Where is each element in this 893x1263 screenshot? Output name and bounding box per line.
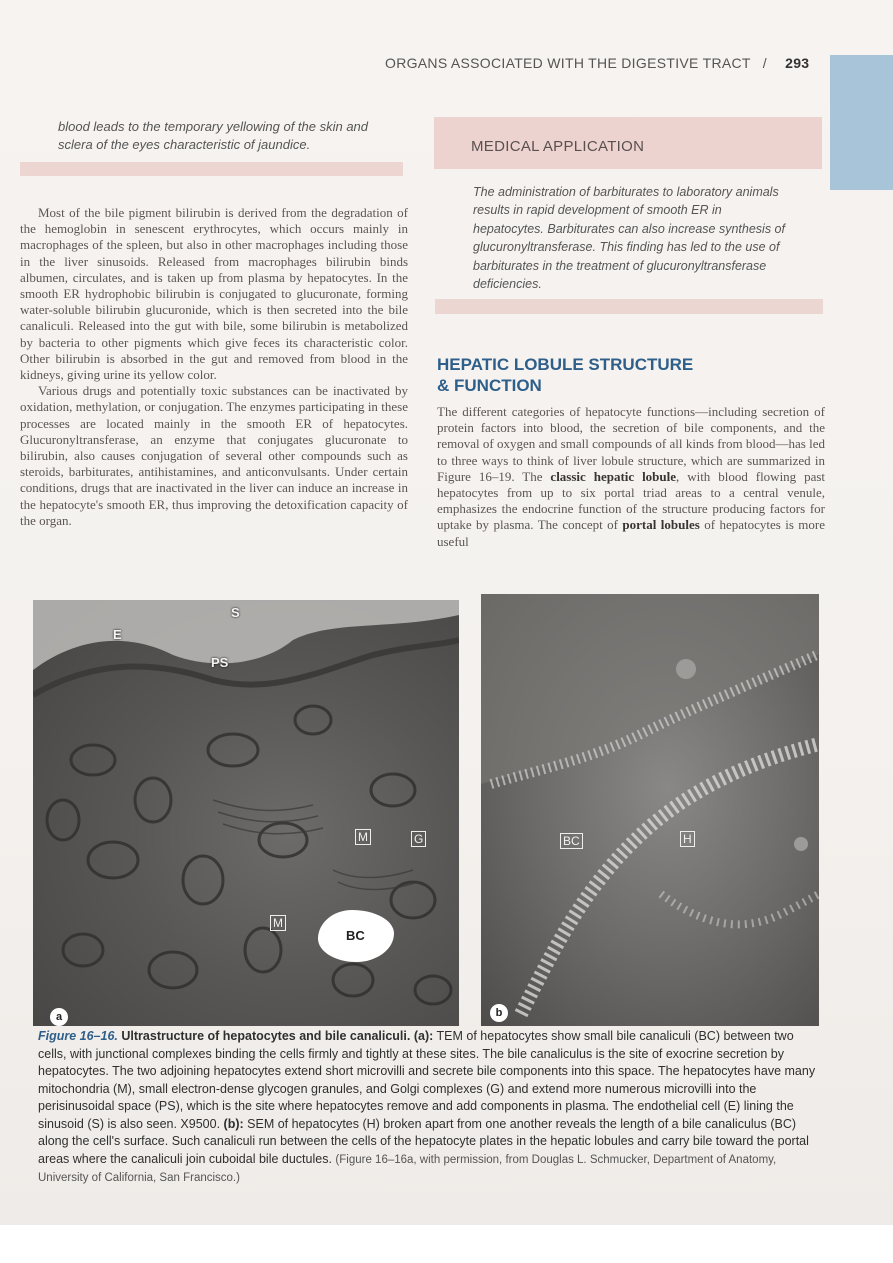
running-header [385,55,825,71]
label-sinusoid: S [231,605,240,620]
caption-b-marker: (b): [223,1116,244,1131]
label-perisinusoidal-space: PS [211,655,229,670]
left-body-text [20,205,408,529]
medical-application-text: The administration of barbiturates to laboratory animals results in rapid development of smooth ER in hepatocytes. Barbiturates can also increase synthesis of glucuronyltransferase. This finding has led to the use of barbiturates in the treatment of glucuronyltransferase deficiencies. [473,185,785,292]
rough-er-membranes [213,800,418,890]
surface-vesicle [676,659,696,679]
header-separator: / [762,55,767,71]
figure-caption [38,1028,820,1188]
body-text: , with blood flowing past hepatocytes from up to six portal triad areas to a central venule, emphasizes the endocrine function of the structure producing factors for uptake by plasma. The concept of [437,468,826,533]
tem-micrograph-panel [33,600,459,1026]
medical-application-title: MEDICAL APPLICATION [471,138,645,155]
section-heading [437,354,797,396]
section-heading-line2: & FUNCTION [437,376,542,395]
body-text: of hepatocytes is more useful [437,517,826,549]
bile-canaliculus-groove [521,744,819,1014]
page-number: 293 [785,55,810,71]
sem-texture [481,594,819,1026]
microvilli-ridge [661,894,819,924]
label-golgi: G [411,831,426,847]
caption-b-text: SEM of hepatocytes (H) broken apart from one another reveals the length of a bile canaliculus (BC) along the cell's surface. Such canaliculi run between the cells of the hepatocyte plates in the hepatic lobules and carry bile toward the portal areas where the canaliculi join cuboidal bile ductules. [38,1116,809,1166]
surface-vesicle [794,837,808,851]
running-title: ORGANS ASSOCIATED WITH THE DIGESTIVE TRACT [385,55,751,71]
label-endothelial-cell: E [113,627,122,642]
hepatic-lobule-paragraph [437,404,825,550]
detoxification-paragraph: Various drugs and potentially toxic substances can be inactivated by oxidation, methylation, or conjugation. The enzymes participating in these processes are located mainly in the smooth ER of hepatocytes. Glucuronyltransferase, an enzyme that conjugates glucuronate to bilirubin, also causes conjugation of several other compounds such as steroids, barbiturates, antihistamines, and anticonvulsants. Under certain conditions, drugs that are inactivated in the liver can induce an increase in the hepatocyte's smooth ER, thus improving the detoxification capacity of the organ. [20,383,408,528]
sem-micrograph-panel [481,594,819,1026]
page-bottom-margin [0,1225,893,1263]
mitochondria-group [47,706,451,1004]
term-classic-hepatic-lobule: classic hepatic lobule [550,468,677,484]
box-bottom-rule [20,162,403,176]
bilirubin-paragraph: Most of the bile pigment bilirubin is derived from the degradation of the hemoglobin in senescent erythrocytes, which occurs mainly in macrophages of the spleen, but also in other macrophages including those in the liver sinusoids. Released from macrophages bilirubin binds albumen, circulates, and is taken up from plasma by hepatocytes. In the smooth ER hydrophobic bilirubin is conjugated to glucuronate, forming water-soluble bilirubin glucuronide, which is then secreted into the bile canaliculi. Released into the gut with bile, some bilirubin is metabolized by bacteria to other pigments which give feces its characteristic color. Other bilirubin is absorbed in the gut and removed from blood in the kidneys, giving urine its yellow color. [20,205,408,383]
sinusoid-lumen [33,600,459,670]
panel-b-badge: b [490,1004,508,1022]
term-portal-lobules: portal lobules [622,517,700,533]
tem-texture [33,600,459,1026]
caption-a-text: TEM of hepatocytes show small bile canaliculi (BC) between two cells, with junctional complexes binding the cells firmly and tightly at these sites. The bile canaliculus is the site of exocrine secretion by hepatocytes. The two adjoining hepatocytes extend short microvilli and secrete bile components into this space. The hepatocytes have many mitochondria (M), small electron-dense glycogen granules, and Golgi complexes (G) and extend more numerous microvilli into the perisinusoidal space (PS), which is the site where hepatocytes remove and add components in plasma. The endothelial cell (E) lining the sinusoid (S) is also seen. X9500. [38,1029,816,1131]
figure-number: Figure 16–16. [38,1029,118,1043]
figure-title: Ultrastructure of hepatocytes and bile canaliculi. [121,1029,411,1043]
section-heading-line1: HEPATIC LOBULE STRUCTURE [437,355,694,374]
panel-a-badge: a [50,1008,68,1026]
caption-a-marker: (a): [413,1029,434,1043]
label-hepatocyte: H [680,831,695,847]
medical-application-bottom-rule [435,299,823,314]
figure-credit: (Figure 16–16a, with permission, from Douglas L. Schmucker, Department of Anatomy, University of California, San Francisco.) [38,1153,777,1184]
label-bile-canaliculus: BC [346,928,365,943]
label-bile-canaliculus-sem: BC [560,833,583,849]
label-mitochondria: M [355,829,371,845]
medical-application-header [434,117,822,169]
hepatocyte-surface-top [481,594,819,784]
label-mitochondria: M [270,915,286,931]
body-text: The different categories of hepatocyte functions—including secretion of protein factors into blood, the secretion of bile components, and the removal of oxygen and small compounds of all kinds from blood—has led to three ways to think of liver lobule structure, which are summarized in Figure 16–19. The [437,404,825,484]
italic-continuation-text: blood leads to the temporary yellowing of the skin and sclera of the eyes characteristic of jaundice. [58,119,369,152]
chapter-thumb-tab [830,55,893,190]
